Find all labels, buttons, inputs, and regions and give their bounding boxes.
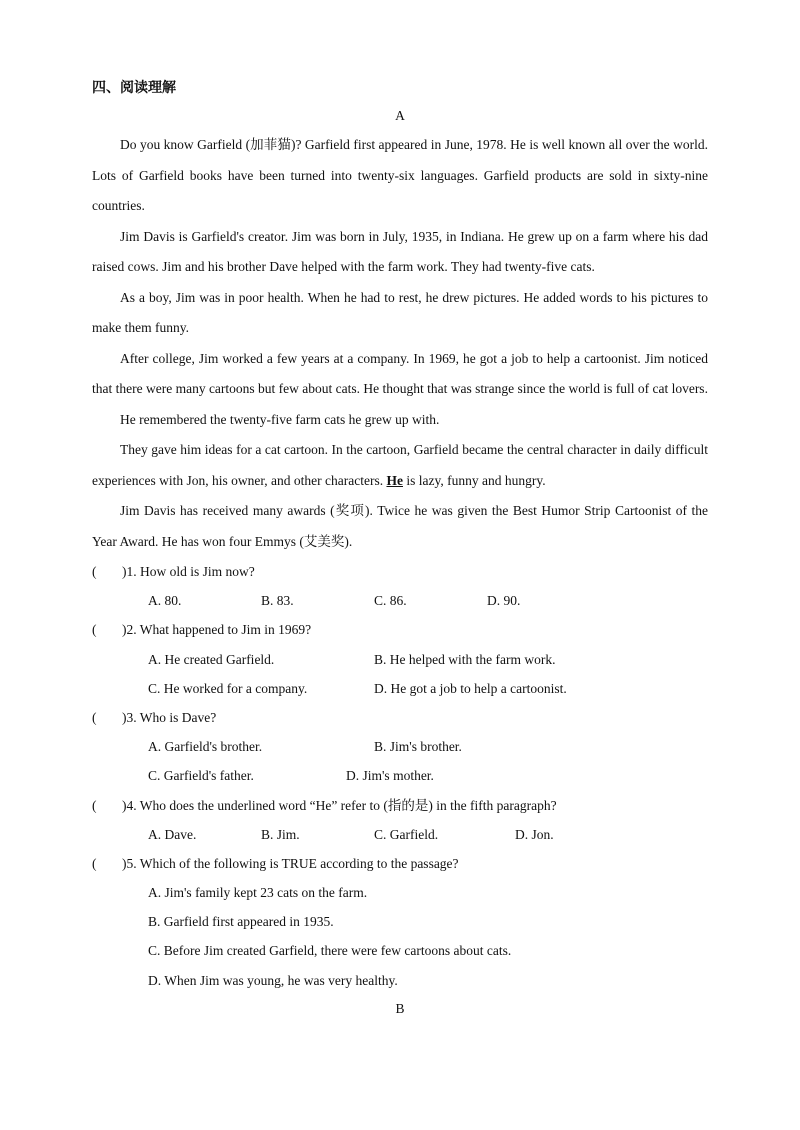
passage-paragraph <box>92 283 708 344</box>
answer-blank[interactable]: ( <box>92 709 97 725</box>
paragraph-text: As a boy, Jim was in poor health. When he had to rest, he drew pictures. He added words to his pictures to make them funny. <box>92 289 708 335</box>
option-b: B. Jim. <box>261 826 300 842</box>
question-stem: )1. How old is Jim now? <box>122 564 255 579</box>
option-b: B. He helped with the farm work. <box>374 651 556 667</box>
worksheet-page <box>92 76 708 1023</box>
paragraph-text: Do you know Garfield (加菲猫)? Garfield first appeared in June, 1978. He is well known all over the world. Lots of Garfield books have been turned into twenty-six languages. Garfield products are sold in sixty-nine countries. <box>92 137 708 213</box>
paragraph-text: They gave him ideas for a cat cartoon. In the cartoon, Garfield became the central character in daily difficult experiences with Jon, his owner, and other characters. <box>92 442 708 488</box>
option-a: A. Dave. <box>148 826 197 842</box>
options-row <box>92 586 708 615</box>
section-title: 四、阅读理解 <box>92 80 176 96</box>
question-stem: )5. Which of the following is TRUE according to the passage? <box>122 855 459 871</box>
question-1 <box>92 557 708 586</box>
option-b: B. 83. <box>261 593 294 609</box>
option-a: A. 80. <box>148 593 182 609</box>
option-b: B. Garfield first appeared in 1935. <box>148 914 334 930</box>
options-row <box>92 820 708 849</box>
options-row <box>92 761 708 790</box>
passage-paragraph <box>92 344 708 405</box>
question-3 <box>92 703 708 732</box>
passage-b-label: B <box>395 1000 405 1016</box>
paragraph-text: He remembered the twenty-five farm cats he grew up with. <box>120 411 440 427</box>
answer-blank[interactable]: ( <box>92 564 97 579</box>
options-row <box>92 645 708 674</box>
question-stem: )3. Who is Dave? <box>122 709 217 725</box>
option-a: A. Garfield's brother. <box>148 739 263 755</box>
option-a: A. He created Garfield. <box>148 651 275 667</box>
option-d: D. He got a job to help a cartoonist. <box>374 680 567 696</box>
answer-blank[interactable]: ( <box>92 622 97 638</box>
passage-a-label: A <box>395 108 405 123</box>
option-d: D. Jim's mother. <box>346 768 434 784</box>
passage-paragraph <box>92 130 708 222</box>
option-d: D. 90. <box>487 593 521 609</box>
options-row <box>92 674 708 703</box>
question-5 <box>92 849 708 878</box>
answer-blank[interactable]: ( <box>92 855 97 871</box>
option-d: D. When Jim was young, he was very healthy. <box>148 972 398 988</box>
option-c: C. 86. <box>374 593 407 609</box>
answer-blank[interactable]: ( <box>92 797 97 813</box>
question-2 <box>92 615 708 644</box>
passage-paragraph <box>92 405 708 436</box>
option-c: C. Garfield. <box>374 826 439 842</box>
underlined-word: He <box>386 472 403 488</box>
paragraph-text: Jim Davis is Garfield's creator. Jim was born in July, 1935, in Indiana. He grew up on a farm where his dad raised cows. Jim and his brother Dave helped with the farm work. They had twenty-five cats. <box>92 228 708 274</box>
passage-paragraph <box>92 222 708 283</box>
paragraph-text: After college, Jim worked a few years at a company. In 1969, he got a job to help a cartoonist. Jim noticed that there were many cartoons but few about cats. He thought that was strange since the world is full of cat lovers. <box>92 350 708 396</box>
option-d: D. Jon. <box>515 826 554 842</box>
option-c: C. Garfield's father. <box>148 768 254 784</box>
passage-paragraph <box>92 435 708 496</box>
question-stem: )4. Who does the underlined word “He” refer to (指的是) in the fifth paragraph? <box>122 797 557 813</box>
passage-paragraph <box>92 496 708 557</box>
question-stem: )2. What happened to Jim in 1969? <box>122 622 312 638</box>
paragraph-text: is lazy, funny and hungry. <box>402 472 546 488</box>
option-a: A. Jim's family kept 23 cats on the farm. <box>148 885 368 901</box>
question-4 <box>92 791 708 820</box>
option-b: B. Jim's brother. <box>374 739 462 755</box>
options-row <box>92 732 708 761</box>
paragraph-text: Jim Davis has received many awards (奖项). Twice he was given the Best Humor Strip Cartoonist of the Year Award. He has won four Emmys (艾美奖). <box>92 503 708 549</box>
option-c: C. Before Jim created Garfield, there were few cartoons about cats. <box>148 943 512 959</box>
option-c: C. He worked for a company. <box>148 680 308 696</box>
